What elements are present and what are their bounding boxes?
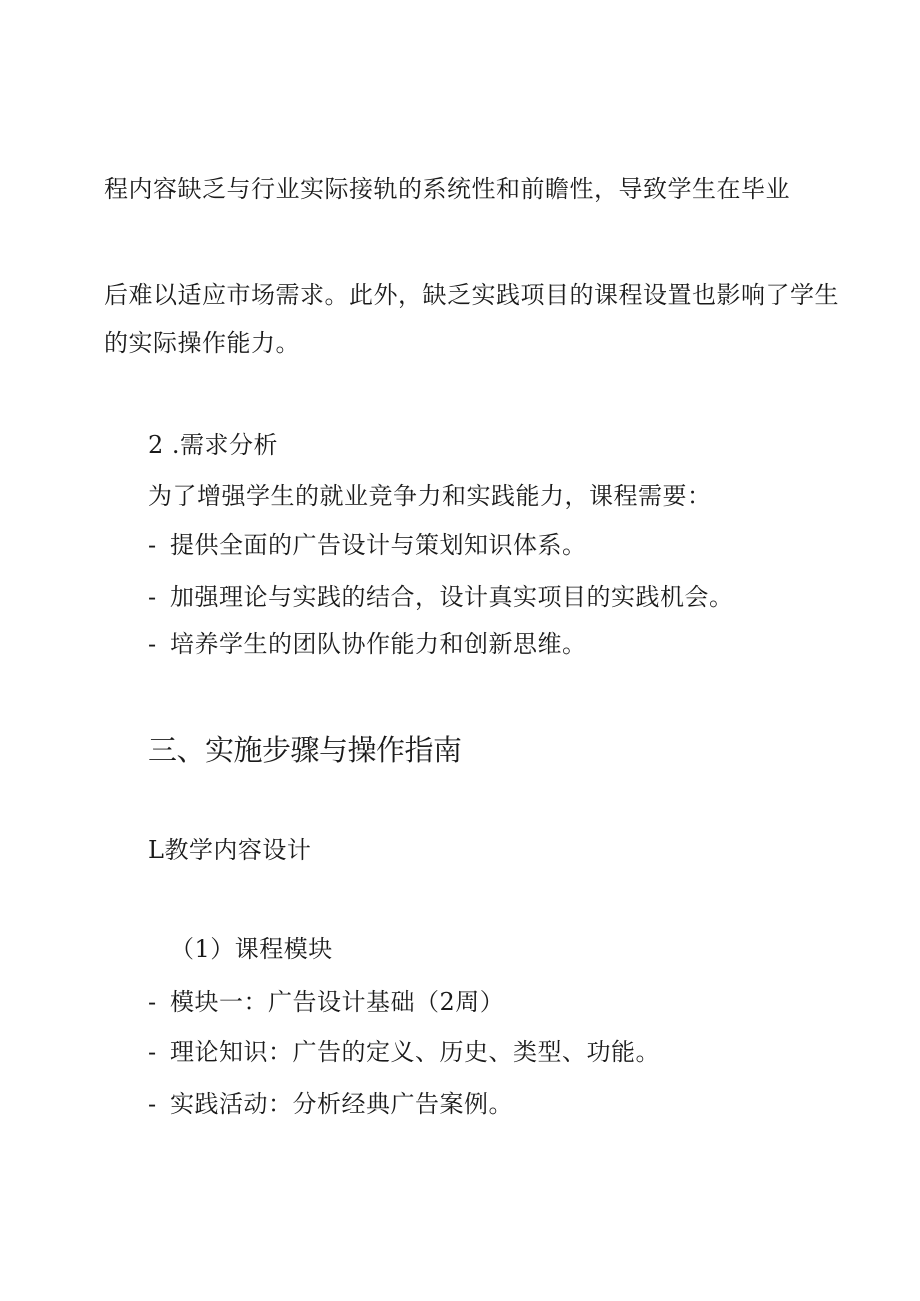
bullet-dash: -	[148, 988, 157, 1016]
list-item	[148, 1037, 660, 1067]
section-title: 2 .需求分析	[148, 431, 279, 459]
list-item-text: 模块一：广告设计基础（2周）	[170, 988, 505, 1016]
list-item	[148, 987, 504, 1017]
bullet-dash: -	[148, 531, 157, 559]
list-item	[148, 530, 587, 560]
subsubsection-title: （1）课程模块	[170, 935, 333, 963]
bullet-dash: -	[148, 583, 157, 611]
bullet-dash: -	[148, 1038, 157, 1066]
bullet-dash: -	[148, 630, 157, 658]
paragraph-line: 的实际操作能力。	[104, 329, 300, 357]
list-item	[148, 629, 587, 659]
section-intro: 为了增强学生的就业竞争力和实践能力，课程需要：	[148, 482, 712, 510]
bullet-dash: -	[148, 1090, 157, 1118]
list-item	[148, 582, 734, 612]
list-item-text: 提供全面的广告设计与策划知识体系。	[170, 531, 587, 559]
paragraph-line: 程内容缺乏与行业实际接轨的系统性和前瞻性，导致学生在毕业	[104, 175, 790, 203]
list-item-text: 实践活动：分析经典广告案例。	[170, 1090, 513, 1118]
list-item-text: 培养学生的团队协作能力和创新思维。	[170, 630, 587, 658]
list-item-text: 理论知识：广告的定义、历史、类型、功能。	[170, 1038, 660, 1066]
paragraph-line: 后难以适应市场需求。此外，缺乏实践项目的课程设置也影响了学生	[104, 281, 839, 309]
subsection-title: L教学内容设计	[148, 836, 312, 864]
list-item-text: 加强理论与实践的结合，设计真实项目的实践机会。	[170, 583, 734, 611]
chapter-heading: 三、实施步骤与操作指南	[148, 733, 462, 767]
list-item	[148, 1089, 513, 1119]
